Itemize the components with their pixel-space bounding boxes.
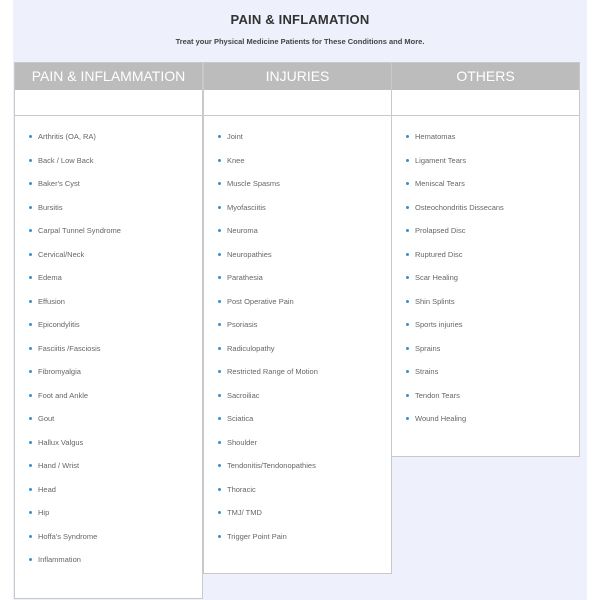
list-item: [392, 156, 579, 180]
list-item-label: Hand / Wrist: [38, 461, 80, 470]
list-item: [392, 250, 579, 274]
list-item-label: Joint: [227, 132, 243, 141]
list-item-label: Prolapsed Disc: [415, 226, 466, 235]
list-item: [204, 179, 391, 203]
list-item: [15, 438, 202, 462]
list-item-label: Arthritis (OA, RA): [38, 132, 96, 141]
list-item: [15, 461, 202, 485]
bullet-dot-icon: [218, 229, 221, 232]
list-item-label: Carpal Tunnel Syndrome: [38, 226, 121, 235]
list-item: [392, 391, 579, 415]
list-item: [15, 555, 202, 579]
bullet-dot-icon: [218, 417, 221, 420]
column-heading: PAIN & INFLAMMATION: [15, 63, 202, 90]
list-item-label: Osteochondritis Dissecans: [415, 202, 504, 212]
list-item-label: Radiculopathy: [227, 343, 275, 353]
bullet-dot-icon: [406, 229, 409, 232]
bullet-dot-icon: [218, 276, 221, 279]
bullet-dot-icon: [218, 370, 221, 373]
list-item-label: Fasciitis /Fasciosis: [38, 343, 101, 353]
list-item: [15, 156, 202, 180]
list-item-label: Psoriasis: [227, 320, 258, 329]
list-item-label: Inflammation: [38, 555, 81, 564]
bullet-dot-icon: [218, 300, 221, 303]
bullet-dot-icon: [29, 135, 32, 138]
bullet-dot-icon: [218, 159, 221, 162]
bullet-dot-icon: [406, 276, 409, 279]
list-item: [204, 132, 391, 156]
column-spacer: [204, 90, 391, 116]
list-item: [204, 320, 391, 344]
list-item: [204, 297, 391, 321]
bullet-dot-icon: [218, 206, 221, 209]
list-item: [204, 344, 391, 368]
list-item: [15, 532, 202, 556]
bullet-dot-icon: [406, 300, 409, 303]
list-item: [204, 485, 391, 509]
list-item-label: Epicondylitis: [38, 320, 80, 329]
bullet-dot-icon: [29, 159, 32, 162]
list-item: [204, 250, 391, 274]
list-item: [15, 344, 202, 368]
bullet-dot-icon: [29, 182, 32, 185]
list-item: [204, 414, 391, 438]
bullet-dot-icon: [218, 488, 221, 491]
list-item-label: Baker's Cyst: [38, 179, 80, 188]
condition-list: [204, 116, 391, 555]
bullet-dot-icon: [218, 323, 221, 326]
list-item-label: Hematomas: [415, 132, 456, 141]
column-injuries: [203, 62, 392, 574]
list-item: [15, 414, 202, 438]
list-item: [392, 297, 579, 321]
list-item: [15, 179, 202, 203]
bullet-dot-icon: [406, 347, 409, 350]
list-item-label: Wound Healing: [415, 414, 467, 423]
bullet-dot-icon: [29, 323, 32, 326]
list-item: [204, 156, 391, 180]
list-item-label: Hip: [38, 508, 50, 517]
list-item: [15, 203, 202, 227]
bullet-dot-icon: [218, 535, 221, 538]
bullet-dot-icon: [29, 347, 32, 350]
list-item-label: Hallux Valgus: [38, 437, 84, 447]
list-item: [204, 273, 391, 297]
list-item: [204, 226, 391, 250]
list-item-label: Bursitis: [38, 202, 63, 212]
list-item: [392, 132, 579, 156]
bullet-dot-icon: [29, 300, 32, 303]
list-item-label: Restricted Range of Motion: [227, 367, 318, 376]
bullet-dot-icon: [406, 182, 409, 185]
list-item: [15, 485, 202, 509]
list-item: [204, 461, 391, 485]
list-item-label: Knee: [227, 155, 245, 165]
list-item: [15, 508, 202, 532]
bullet-dot-icon: [406, 370, 409, 373]
bullet-dot-icon: [29, 511, 32, 514]
bullet-dot-icon: [218, 253, 221, 256]
list-item: [392, 367, 579, 391]
list-item: [15, 250, 202, 274]
bullet-dot-icon: [29, 370, 32, 373]
list-item-label: Neuropathies: [227, 249, 272, 259]
page-subtitle: Treat your Physical Medicine Patients for These Conditions and More.: [175, 37, 425, 46]
bullet-dot-icon: [218, 464, 221, 467]
list-item-label: Myofasciitis: [227, 202, 266, 212]
list-item: [392, 179, 579, 203]
list-item-label: Meniscal Tears: [415, 179, 465, 188]
list-item: [204, 391, 391, 415]
list-item-label: Tendonitis/Tendonopathies: [227, 461, 316, 470]
bullet-dot-icon: [218, 182, 221, 185]
list-item: [15, 391, 202, 415]
column-spacer: [392, 90, 579, 116]
list-item-label: Thoracic: [227, 484, 256, 494]
list-item: [392, 344, 579, 368]
list-item: [15, 367, 202, 391]
condition-list: [392, 116, 579, 438]
bullet-dot-icon: [218, 441, 221, 444]
list-item-label: Sports injuries: [415, 320, 463, 329]
column-heading: INJURIES: [204, 63, 391, 90]
bullet-dot-icon: [29, 394, 32, 397]
column-heading: OTHERS: [392, 63, 579, 90]
bullet-dot-icon: [218, 347, 221, 350]
list-item-label: Effusion: [38, 296, 65, 306]
list-item-label: Cervical/Neck: [38, 249, 85, 259]
bullet-dot-icon: [406, 394, 409, 397]
bullet-dot-icon: [29, 558, 32, 561]
bullet-dot-icon: [218, 511, 221, 514]
bullet-dot-icon: [29, 488, 32, 491]
list-item: [15, 297, 202, 321]
list-item: [15, 273, 202, 297]
list-item-label: Trigger Point Pain: [227, 531, 287, 541]
list-item-label: Parathesia: [227, 273, 263, 282]
list-item-label: Gout: [38, 414, 55, 423]
list-item-label: Sciatica: [227, 414, 254, 423]
bullet-dot-icon: [29, 206, 32, 209]
bullet-dot-icon: [29, 276, 32, 279]
bullet-dot-icon: [29, 229, 32, 232]
list-item: [392, 273, 579, 297]
list-item-label: Head: [38, 484, 56, 494]
list-item: [392, 320, 579, 344]
list-item: [15, 320, 202, 344]
list-item-label: Neuroma: [227, 226, 258, 235]
list-item: [392, 414, 579, 438]
list-item: [204, 203, 391, 227]
list-item: [204, 438, 391, 462]
list-item: [15, 132, 202, 156]
list-item-label: Sacroiliac: [227, 390, 260, 400]
condition-list: [15, 116, 202, 579]
conditions-panel: [13, 0, 587, 600]
bullet-dot-icon: [406, 135, 409, 138]
list-item-label: Hoffa's Syndrome: [38, 531, 98, 541]
list-item: [204, 508, 391, 532]
list-item-label: Shoulder: [227, 437, 258, 447]
list-item-label: Sprains: [415, 343, 441, 353]
list-item: [204, 532, 391, 556]
list-item: [15, 226, 202, 250]
list-item-label: Edema: [38, 273, 62, 282]
page-title: PAIN & INFLAMATION: [230, 12, 370, 27]
bullet-dot-icon: [218, 135, 221, 138]
list-item-label: Tendon Tears: [415, 390, 460, 400]
bullet-dot-icon: [29, 535, 32, 538]
bullet-dot-icon: [29, 253, 32, 256]
column-spacer: [15, 90, 202, 116]
list-item: [392, 203, 579, 227]
bullet-dot-icon: [406, 159, 409, 162]
bullet-dot-icon: [406, 417, 409, 420]
list-item-label: Back / Low Back: [38, 155, 94, 165]
bullet-dot-icon: [218, 394, 221, 397]
list-item: [204, 367, 391, 391]
list-item-label: Ligament Tears: [415, 155, 467, 165]
list-item-label: Fibromyalgia: [38, 367, 81, 376]
bullet-dot-icon: [406, 206, 409, 209]
column-others: [391, 62, 580, 457]
list-item-label: Scar Healing: [415, 273, 458, 282]
bullet-dot-icon: [406, 323, 409, 326]
column-pain-inflammation: [14, 62, 203, 599]
list-item-label: Muscle Spasms: [227, 179, 280, 188]
bullet-dot-icon: [29, 417, 32, 420]
list-item-label: Post Operative Pain: [227, 296, 294, 306]
bullet-dot-icon: [29, 464, 32, 467]
list-item: [392, 226, 579, 250]
list-item-label: Strains: [415, 367, 439, 376]
list-item-label: Ruptured Disc: [415, 249, 463, 259]
list-item-label: Shin Splints: [415, 296, 455, 306]
bullet-dot-icon: [29, 441, 32, 444]
list-item-label: TMJ/ TMD: [227, 508, 262, 517]
bullet-dot-icon: [406, 253, 409, 256]
list-item-label: Foot and Ankle: [38, 390, 89, 400]
